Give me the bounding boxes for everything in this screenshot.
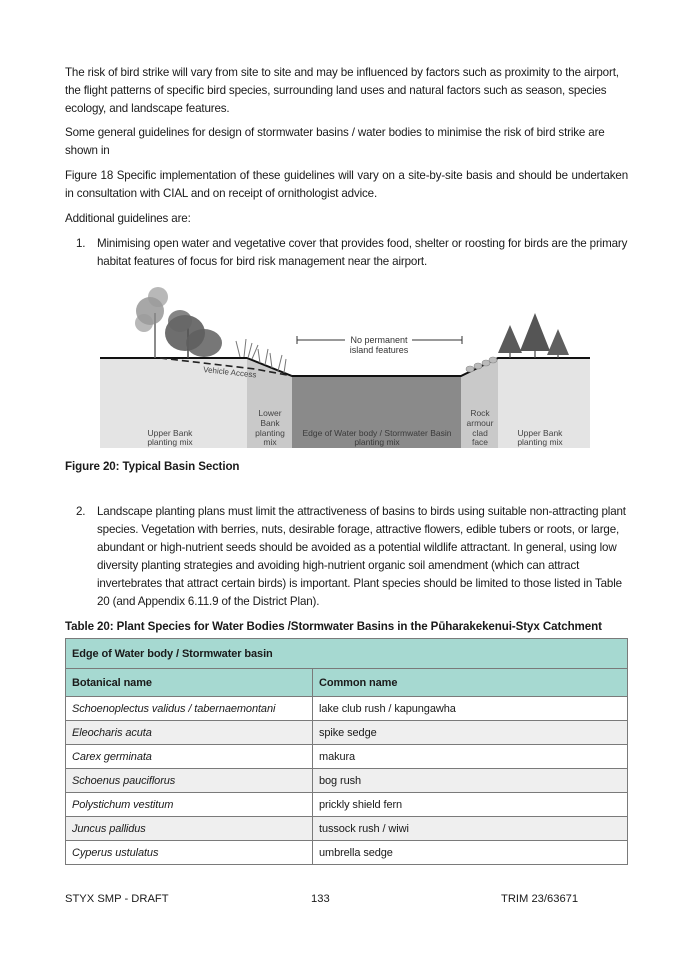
botanical-name: Cyperus ustulatus xyxy=(66,841,313,865)
tree-icon xyxy=(165,310,222,358)
paragraph-figure-reference: Figure 18 Specific implementation of these guidelines will vary on a site-by-site basis and should be undertaken in consultation with CIAL and on receipt of ornithologist advice. xyxy=(65,169,628,200)
label-no-island-2: island features xyxy=(349,345,409,355)
table-section-header xyxy=(66,639,628,669)
common-name: makura xyxy=(313,745,628,769)
paragraph-general-guidelines: Some general guidelines for design of stormwater basins / water bodies to minimise the risk of bird strike are shown in xyxy=(65,126,605,157)
footer-document-title: STYX SMP - DRAFT xyxy=(65,893,169,905)
label-rock-armour: face xyxy=(471,437,489,447)
list-text: Landscape planting plans must limit the attractiveness of basins to birds using suitable non-attracting plant species. Vegetation with berries, nuts, desirable forage, attractive flowers, edible tubers or roots, or large, abundant or high-nutrient seeds should be avoided as a potential wildlife attractant. In general, using low diversity planting strategies and avoiding high-nutrient organic soil amendment (which can attract invertebrates that attract certain birds) is important. Plant species should be limited to those listed in Table 20 (and Appendix 6.11.9 of the District Plan). xyxy=(97,505,626,608)
botanical-name: Polystichum vestitum xyxy=(66,793,313,817)
column-header-common: Common name xyxy=(313,669,628,697)
paragraph-bird-strike-risk: The risk of bird strike will vary from site to site and may be influenced by factors such as proximity to the airport, the flight patterns of specific bird species, surrounding land uses and natural factors such as season, species ecology, and landscape features. xyxy=(65,66,619,115)
label-water-edge: planting mix xyxy=(354,437,400,447)
table-row xyxy=(66,841,628,865)
footer-page-number: 133 xyxy=(311,893,330,905)
botanical-name: Schoenus pauciflorus xyxy=(66,769,313,793)
label-lower-bank: Bank xyxy=(260,418,280,428)
label-vehicle-access: Vehicle Access xyxy=(202,365,257,380)
paragraph-additional-guidelines: Additional guidelines are: xyxy=(65,212,191,225)
list-number: 1. xyxy=(76,237,86,250)
list-text: Minimising open water and vegetative cover that provides food, shelter or roosting for birds are the primary habitat features of focus for bird risk management near the airport. xyxy=(97,237,628,268)
tree-icon xyxy=(547,329,569,358)
table-row xyxy=(66,697,628,721)
common-name: prickly shield fern xyxy=(313,793,628,817)
list-item xyxy=(65,235,628,271)
label-no-island-1: No permanent xyxy=(350,335,408,345)
footer-trim-reference: TRIM 23/63671 xyxy=(501,893,579,905)
common-name: spike sedge xyxy=(313,721,628,745)
common-name: tussock rush / wiwi xyxy=(313,817,628,841)
column-header-botanical: Botanical name xyxy=(66,669,313,697)
list-number: 2. xyxy=(76,505,86,518)
label-upper-bank-left: planting mix xyxy=(147,437,193,447)
label-upper-bank-right: Upper Bank xyxy=(517,428,563,438)
label-water-edge: Edge of Water body / Stormwater Basin xyxy=(302,428,452,438)
botanical-name: Eleocharis acuta xyxy=(66,721,313,745)
label-upper-bank-right: planting mix xyxy=(517,437,563,447)
table-header-row xyxy=(66,669,628,697)
basin-section-diagram xyxy=(100,283,590,450)
table-row xyxy=(66,817,628,841)
common-name: umbrella sedge xyxy=(313,841,628,865)
botanical-name: Carex germinata xyxy=(66,745,313,769)
table-row xyxy=(66,721,628,745)
section-title: Edge of Water body / Stormwater basin xyxy=(66,639,628,669)
label-upper-bank-left: Upper Bank xyxy=(147,428,193,438)
label-lower-bank: planting xyxy=(255,428,285,438)
label-lower-bank: Lower xyxy=(258,408,282,418)
table-caption: Table 20: Plant Species for Water Bodies /Stormwater Basins in the Pūharakekenui-Styx Catchment xyxy=(65,620,602,633)
botanical-name: Juncus pallidus xyxy=(66,817,313,841)
plant-species-table xyxy=(65,638,628,865)
tree-icon xyxy=(498,325,522,358)
tree-icon xyxy=(520,313,550,358)
label-lower-bank: mix xyxy=(263,437,277,447)
table-row xyxy=(66,745,628,769)
common-name: lake club rush / kapungawha xyxy=(313,697,628,721)
label-rock-armour: armour xyxy=(466,418,494,428)
figure-caption: Figure 20: Typical Basin Section xyxy=(65,460,240,473)
botanical-name: Schoenoplectus validus / tabernaemontani xyxy=(66,697,313,721)
table-row xyxy=(66,769,628,793)
basin-section-figure xyxy=(100,283,590,450)
common-name: bog rush xyxy=(313,769,628,793)
table-row xyxy=(66,793,628,817)
tree-icon xyxy=(135,287,168,358)
list-item xyxy=(65,503,628,611)
label-rock-armour: Rock xyxy=(470,408,490,418)
label-rock-armour: clad xyxy=(472,428,488,438)
